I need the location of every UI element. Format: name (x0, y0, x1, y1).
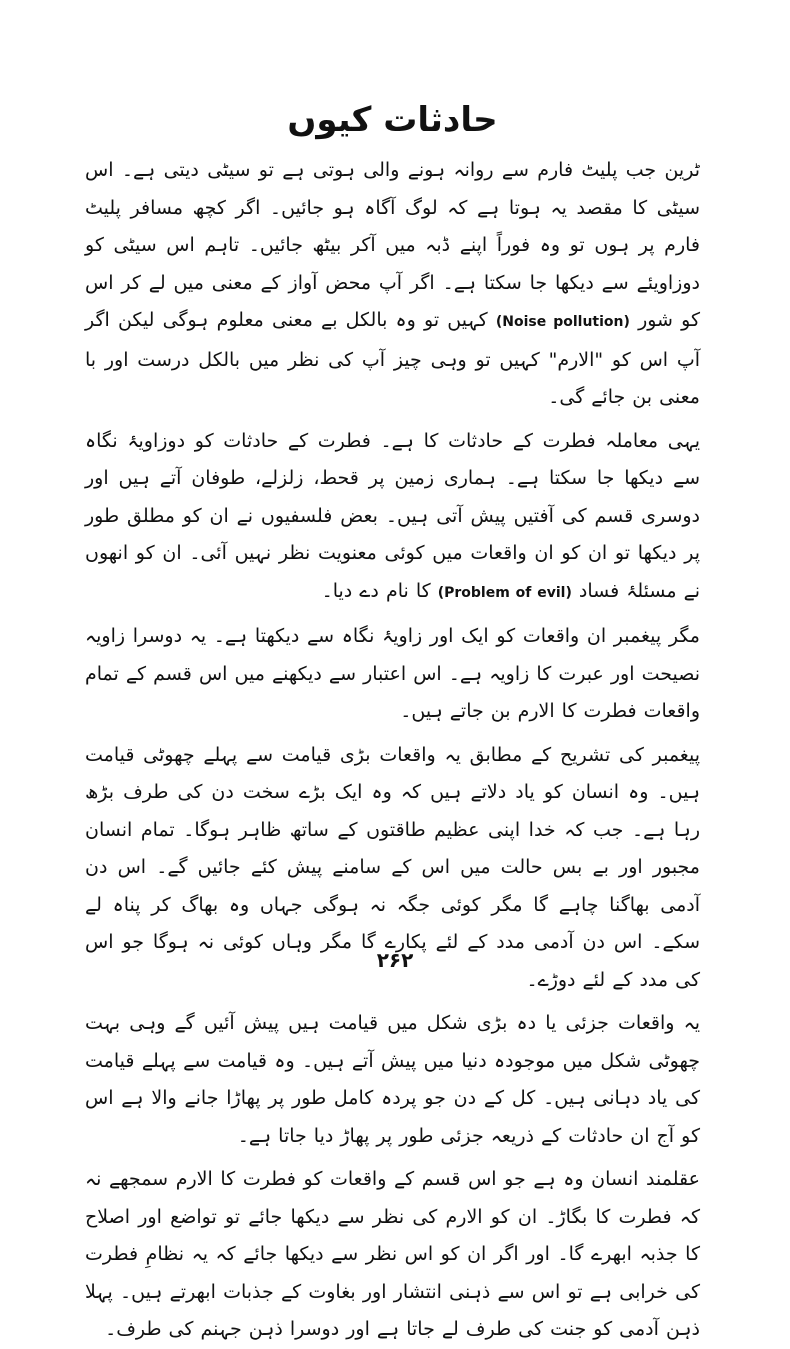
page-number: ۲۶۲ (376, 948, 414, 972)
paragraph-3 (85, 618, 700, 731)
paragraph-text: عقلمند انسان وہ ہے جو اس قسم کے واقعات کو فطرت کا الارم سمجھے نہ کہ فطرت کا بگاڑ۔ ان کو الارم کی نظر سے دیکھا جائے تو تواضع اور اصلاح کا جذبہ ابھرے گا۔ اور اگر ان کو اس نظر سے دیکھا جائے کہ یہ نظامِ فطرت کی خرابی ہے تو اس سے ذہنی انتشار اور بغاوت کے جذبات ابھرتے ہیں۔ پہلا ذہن آدمی کو جنت کی طرف لے جاتا ہے اور دوسرا ذہن جہنم کی طرف۔ (85, 1168, 700, 1340)
paragraph-text: یہی معاملہ فطرت کے حادثات کا ہے۔ فطرت کے حادثات کو دوزاویۂ نگاہ سے دیکھا جا سکتا ہے۔ ہماری زمین پر قحط، زلزلے، طوفان آتے ہیں اور دوسری قسم کی آفتیں پیش آتی ہیں۔ بعض فلسفیوں نے ان کو مطلق طور پر دیکھا تو ان کو ان واقعات میں کوئی معنویت نظر نہیں آئی۔ ان کو انھوں نے مسئلۂ فساد (85, 429, 700, 602)
paragraph-5 (85, 1005, 700, 1155)
paragraph-6 (85, 1161, 700, 1349)
page-title: حادثات کیوں (287, 100, 498, 140)
paragraph-text: یہ واقعات جزئی یا دہ بڑی شکل میں قیامت ہیں پیش آئیں گے وہی بہت چھوٹی شکل میں موجودہ دنیا میں پیش آتے ہیں۔ وہ قیامت سے پہلے قیامت کی یاد دہانی ہیں۔ کل کے دن جو پردہ کامل طور پر پھاڑا جانے والا ہے اس کو آج ان حادثات کے ذریعہ جزئی طور پر پھاڑ دیا جاتا ہے۔ (85, 1012, 700, 1147)
english-term: (Problem of evil) (437, 584, 572, 601)
paragraph-text: ٹرین جب پلیٹ فارم سے روانہ ہونے والی ہوتی ہے تو سیٹی دیتی ہے۔ اس سیٹی کا مقصد یہ ہوتا ہے کہ لوگ آگاہ ہو جائیں۔ اگر کچھ مسافر پلیٹ فارم پر ہوں تو وہ فوراً اپنے ڈبہ میں آکر بیٹھ جائیں۔ تاہم اس سیٹی کو دوزاویئے سے دیکھا جا سکتا ہے۔ اگر آپ محض آواز کے معنی میں لے کر اس کو شور (85, 159, 700, 331)
paragraph-2 (85, 423, 700, 613)
english-term: (Noise pollution) (495, 314, 630, 330)
paragraph-text: کہیں تو وہ بالکل بے معنی معلوم ہوگی لیکن اگر آپ اس کو "الارم" کہیں تو وہی چیز آپ کی نظر میں بالکل درست اور با معنی بن جائے گی۔ (85, 309, 700, 408)
paragraph-text: مگر پیغمبر ان واقعات کو ایک اور زاویۂ نگاہ سے دیکھتا ہے۔ یہ دوسرا زاویہ نصیحت اور عبرت کا زاویہ ہے۔ اس اعتبار سے دیکھنے میں اس قسم کے تمام واقعات فطرت کا الارم بن جاتے ہیں۔ (85, 625, 700, 722)
paragraph-text: کا نام دے دیا۔ (321, 579, 431, 602)
paragraph-text: پیغمبر کی تشریح کے مطابق یہ واقعات بڑی قیامت سے پہلے چھوٹی قیامت ہیں۔ وہ انسان کو یاد دلاتے ہیں کہ وہ ایک بڑے سخت دن کی طرف بڑھ رہا ہے۔ جب کہ خدا اپنی عظیم طاقتوں کے ساتھ ظاہر ہوگا۔ تمام انسان مجبور اور بے بس حالت میں اس کے سامنے پیش کئے جائیں گے۔ اس دن آدمی بھاگنا چاہے گا مگر کوئی جگہ نہ ہوگی جہاں وہ بھاگ کر پناہ لے سکے۔ اس دن آدمی مدد کے لئے پکارے گا مگر وہاں کوئی نہ ہوگا جو اس کی مدد کے لئے دوڑے۔ (85, 743, 700, 991)
paragraph-1 (85, 152, 700, 417)
